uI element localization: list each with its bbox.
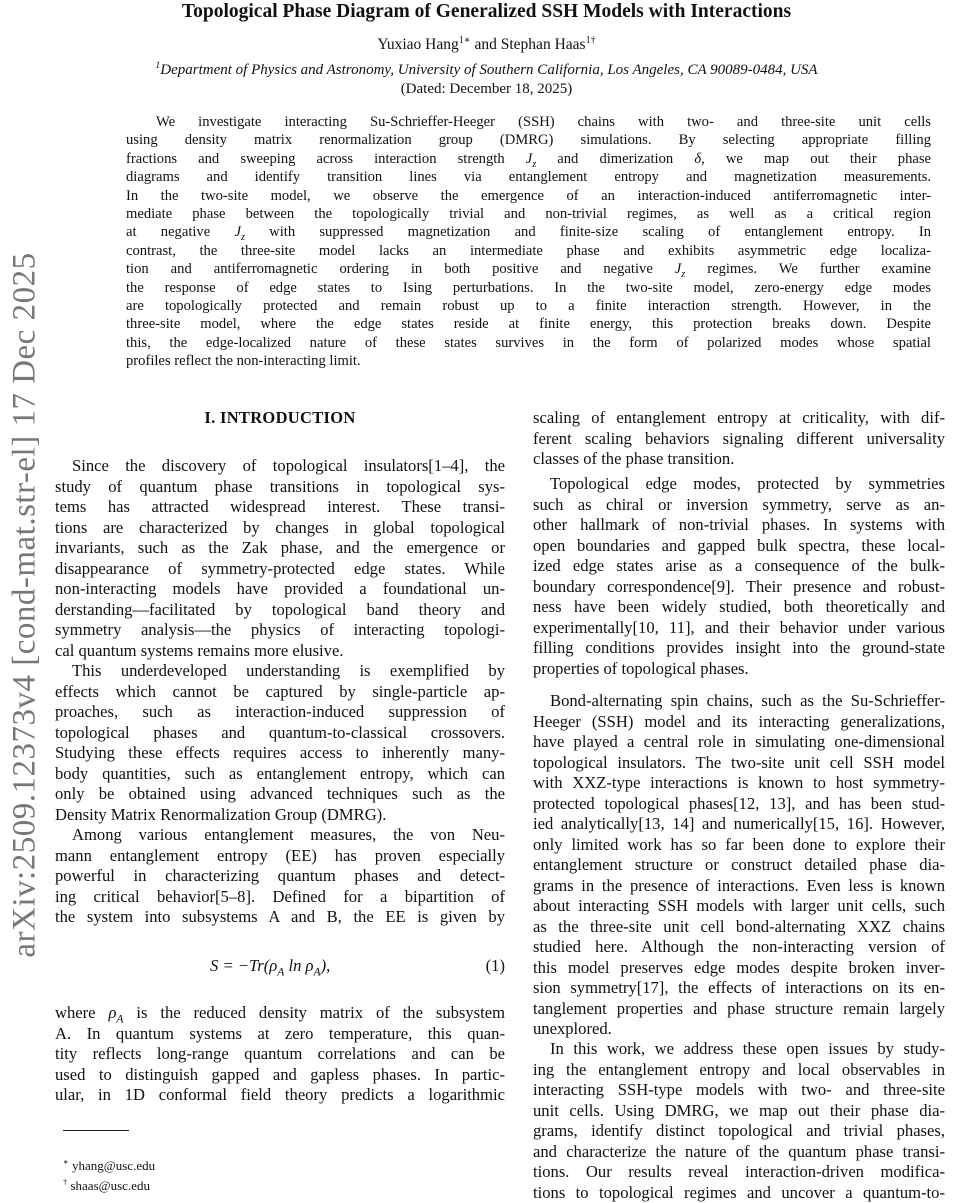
text-line: This underdeveloped understanding is exemplified by (55, 661, 505, 682)
text-line: entanglement structure or construct detailed phase dia- (533, 855, 945, 876)
text-line: such as chiral or inversion symmetry, serve as an- (533, 495, 945, 516)
text-line: ied analytically[13, 14] and numerically[15, 16]. However, (533, 814, 945, 835)
affiliation: $^1$Department of Physics and Astronomy, University of Southern California, Los Angeles, CA 90089-0484, USA (0, 62, 973, 79)
text-line: ness have been widely studied, both theoretically and (533, 597, 945, 618)
text-line: scaling of entanglement entropy at criticality, with dif- (533, 408, 945, 429)
equation-number: (1) (486, 956, 505, 976)
text-line: studied here. Although the non-interacting version of (533, 937, 945, 958)
paragraph (533, 1039, 945, 1203)
text-line: with XXZ-type interactions is known to host symmetry- (533, 773, 945, 794)
section-heading-introduction: I. INTRODUCTION (55, 408, 505, 428)
paragraph (533, 691, 945, 1040)
arxiv-identifier: arXiv:2509.12373v4 [cond-mat.str-el] 17 Dec 2025 (7, 252, 44, 957)
text-line: symmetry analysis—the physics of interacting topologi- (55, 620, 505, 641)
equation-body: $S = -Tr(\rho_A$ $\ln \rho_A$), (210, 956, 330, 976)
text-line: Bond-alternating spin chains, such as the Su-Schrieffer- (533, 691, 945, 712)
text-line: ular, in 1D conformal field theory predicts a logarithmic (55, 1085, 505, 1106)
text-line: Since the discovery of topological insulators[1–4], the (55, 456, 505, 477)
text-line: unit cells. Using DMRG, we map out their phase dia- (533, 1101, 945, 1122)
text-line: In this work, we address these open issues by study- (533, 1039, 945, 1060)
text-line: Studying these effects requires access to inherently many- (55, 743, 505, 764)
text-line: effects which cannot be captured by single-particle ap- (55, 682, 505, 703)
footnote-email-1: ∗ yhang@usc.edu (63, 1158, 155, 1174)
text-line: A. In quantum systems at zero temperature, this quan- (55, 1024, 505, 1045)
text-line: tity reflects long-range quantum correlations and can be (55, 1044, 505, 1065)
text-line: non-interacting models have provided a foundational un- (55, 579, 505, 600)
text-line: this, the edge-localized nature of these states survives in the form of polarized modes whose spatial (126, 334, 931, 352)
text-line: grams in the presence of interactions. Even less is known (533, 876, 945, 897)
text-line: the system into subsystems A and B, the EE is given by (55, 907, 505, 928)
text-line: In the two-site model, we observe the emergence of an interaction-induced antiferromagnetic inter- (126, 187, 931, 205)
text-line: about interacting SSH models with larger unit cells, such (533, 896, 945, 917)
text-line: mann entanglement entropy (EE) has proven especially (55, 846, 505, 867)
text-line: as the three-site unit cell bond-alternating XXZ chains (533, 917, 945, 938)
paper-title: Topological Phase Diagram of Generalized SSH Models with Interactions (0, 0, 973, 24)
text-line: ing critical behavior[5–8]. Defined for a bipartition of (55, 887, 505, 908)
text-line: filling conditions provides insight into the ground-state (533, 638, 945, 659)
text-line: Density Matrix Renormalization Group (DMRG). (55, 805, 505, 826)
text-line: unexplored. (533, 1019, 945, 1040)
paragraph (533, 474, 945, 679)
text-line: diagrams and identify transition lines via entanglement entropy and magnetization measurements. (126, 168, 931, 186)
text-line: ferent scaling behaviors signaling different universality (533, 429, 945, 450)
text-line: properties of topological phases. (533, 659, 945, 680)
text-line: Topological edge modes, protected by symmetries (533, 474, 945, 495)
text-line: only be obtained using advanced techniques such as the (55, 784, 505, 805)
text-line: Among various entanglement measures, the von Neu- (55, 825, 505, 846)
text-line: sion symmetry[17], the effects of interactions on its en- (533, 978, 945, 999)
paragraph (55, 661, 505, 825)
text-line: grams, identify distinct topological and trivial phases, (533, 1121, 945, 1142)
text-line: tion and antiferromagnetic ordering in both positive and negative $J_z$ regimes. We further examine (126, 260, 931, 278)
text-line: topological insulators. The two-site unit cell SSH model (533, 753, 945, 774)
text-line: We investigate interacting Su-Schrieffer-Heeger (SSH) chains with two- and three-site unit cells (126, 113, 931, 131)
text-line: tions to topological regimes and uncover a quantum-to- (533, 1183, 945, 1203)
footnote-email-2: † shaas@usc.edu (63, 1178, 150, 1194)
text-line: tions are characterized by changes in global topological (55, 518, 505, 539)
paragraph (55, 825, 505, 928)
text-line: tanglement properties and phase structure remain largely (533, 999, 945, 1020)
text-line: Heeger (SSH) model and its interacting generalizations, (533, 712, 945, 733)
text-line: cal quantum systems remains more elusive. (55, 641, 505, 662)
text-line: contrast, the three-site model lacks an intermediate phase and exhibits asymmetric edge localiza- (126, 242, 931, 260)
text-line: three-site model, where the edge states reside at finite energy, this protection breaks down. Despite (126, 315, 931, 333)
text-line: derstanding—facilitated by topological band theory and (55, 600, 505, 621)
text-line: tems has attracted widespread interest. These transi- (55, 497, 505, 518)
text-line: using density matrix renormalization group (DMRG) simulations. By selecting appropriate filling (126, 131, 931, 149)
text-line: the response of edge states to Ising perturbations. In the two-site model, zero-energy edge modes (126, 279, 931, 297)
text-line: experimentally[10, 11], and their behavior under various (533, 618, 945, 639)
abstract (126, 113, 931, 370)
text-line: other hallmark of non-trivial phases. In systems with (533, 515, 945, 536)
text-line: are topologically protected and remain robust up to a finite interaction strength. However, in the (126, 297, 931, 315)
text-line: powerful in characterizing quantum phases and detect- (55, 866, 505, 887)
text-line: mediate phase between the topologically trivial and non-trivial regimes, as well as a critical region (126, 205, 931, 223)
text-line: study of quantum phase transitions in topological sys- (55, 477, 505, 498)
text-line: topological phases and quantum-to-classical crossovers. (55, 723, 505, 744)
text-line: only limited work has so far been done to explore their (533, 835, 945, 856)
text-line: fractions and sweeping across interaction strength $J_z$ and dimerization δ, we map out their phase (126, 150, 931, 168)
text-line: have played a central role in simulating one-dimensional (533, 732, 945, 753)
text-line: ized edge states arise as a consequence of the bulk- (533, 556, 945, 577)
date-line: (Dated: December 18, 2025) (0, 81, 973, 98)
paragraph (533, 408, 945, 470)
text-line: proaches, such as interaction-induced suppression of (55, 702, 505, 723)
text-line: tions. Our results reveal interaction-driven modifica- (533, 1162, 945, 1183)
authors: Yuxiao Hang$^{1∗}$ and Stephan Haas$^{1\dagger}$ (0, 36, 973, 54)
paragraph (55, 1003, 505, 1106)
arxiv-sidebar (0, 0, 50, 1200)
text-line: disappearance of symmetry-protected edge states. While (55, 559, 505, 580)
text-line: interacting SSH-type models with two- and three-site (533, 1080, 945, 1101)
text-line: at negative $J_z$ with suppressed magnetization and finite-size scaling of entanglement entropy. In (126, 223, 931, 241)
text-line: boundary correspondence[9]. Their presence and robust- (533, 577, 945, 598)
text-line: body quantities, such as entanglement entropy, which can (55, 764, 505, 785)
text-line: ing the entanglement entropy and local observables in (533, 1060, 945, 1081)
text-line: protected topological phases[12, 13], and has been stud- (533, 794, 945, 815)
paragraph (55, 456, 505, 661)
text-line: used to distinguish gapped and gapless phases. In partic- (55, 1065, 505, 1086)
footnote-rule (63, 1130, 129, 1131)
text-line: this model preserves edge modes despite broken inver- (533, 958, 945, 979)
text-line: where $\rho_A$ is the reduced density matrix of the subsystem (55, 1003, 505, 1024)
text-line: invariants, such as the Zak phase, and the emergence or (55, 538, 505, 559)
text-line: profiles reflect the non-interacting limit. (126, 352, 931, 370)
text-line: and characterize the nature of the quantum phase transi- (533, 1142, 945, 1163)
text-line: open boundaries and gapped bulk spectra, these local- (533, 536, 945, 557)
text-line: classes of the phase transition. (533, 449, 945, 470)
